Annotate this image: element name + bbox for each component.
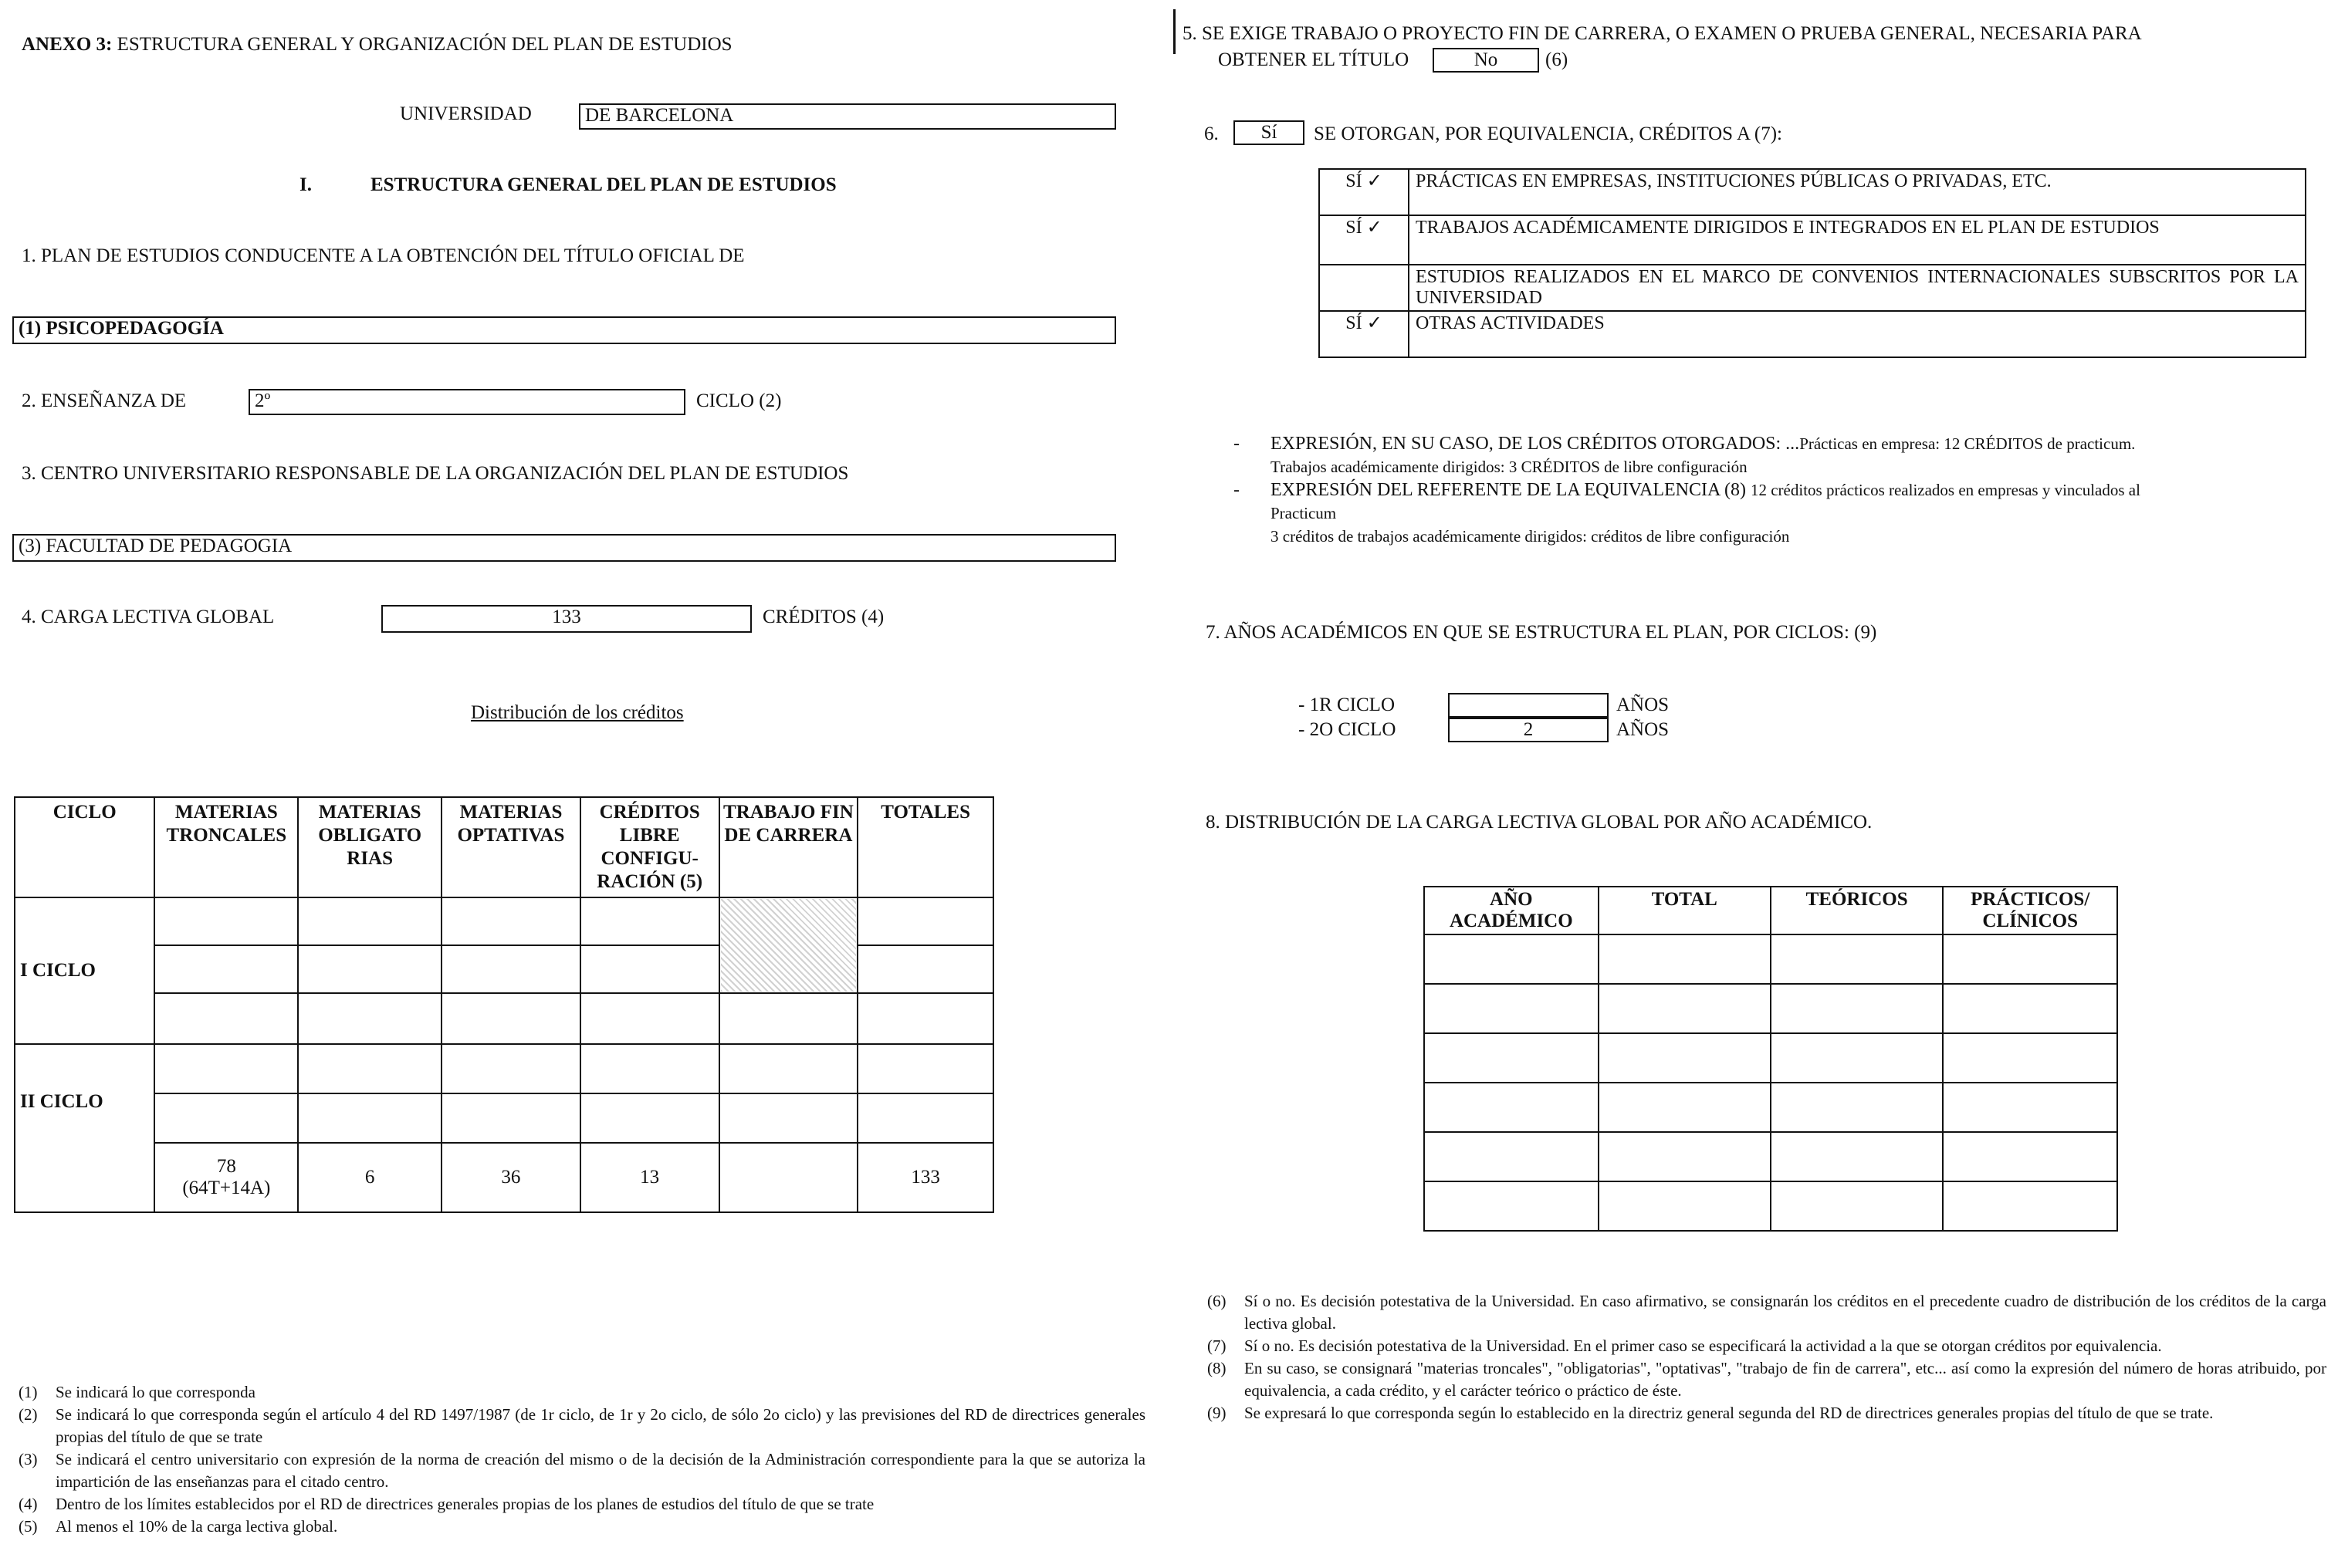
col-header-optativas: MATERIAS OPTATIVAS	[442, 797, 580, 897]
credits-distribution-table	[14, 796, 994, 1213]
section-title: ESTRUCTURA GENERAL DEL PLAN DE ESTUDIOS	[370, 174, 837, 195]
footnote-num: (6)	[1207, 1292, 1227, 1310]
footnote-num: (7)	[1207, 1337, 1227, 1355]
equiv-text: PRÁCTICAS EN EMPRESAS, INSTITUCIONES PÚBLICAS O PRIVADAS, ETC.	[1409, 169, 2306, 215]
expression-1-label: EXPRESIÓN, EN SU CASO, DE LOS CRÉDITOS OTORGADOS: ...	[1271, 434, 1800, 454]
cycle2-years-label: - 2O CICLO	[1298, 719, 1396, 740]
total-troncales	[154, 1143, 298, 1212]
cycle1-years-unit: AÑOS	[1616, 694, 1670, 715]
item4-label: 4. CARGA LECTIVA GLOBAL	[22, 607, 275, 627]
university-field	[579, 103, 1116, 130]
table-row	[15, 1044, 993, 1093]
table-row	[1424, 984, 2117, 1033]
cycle-field	[249, 389, 685, 415]
col-header-ano: AÑO ACADÉMICO	[1424, 887, 1599, 934]
expression-block	[1233, 432, 2330, 548]
annex-title: ESTRUCTURA GENERAL Y ORGANIZACIÓN DEL PLAN DE ESTUDIOS	[117, 34, 733, 55]
item2-label: 2. ENSEÑANZA DE	[22, 390, 187, 411]
left-footnotes	[19, 1381, 1145, 1538]
project-required-value: No	[1474, 49, 1498, 70]
expression-2	[1233, 478, 2330, 502]
degree-title-field	[12, 316, 1116, 344]
footnote-num: (8)	[1207, 1359, 1227, 1377]
expression-1	[1233, 432, 2330, 455]
expression-1-text	[1271, 432, 2135, 455]
footnote-text: Al menos el 10% de la carga lectiva global.	[56, 1517, 338, 1536]
item5-line1: 5. SE EXIGE TRABAJO O PROYECTO FIN DE CARRERA, O EXAMEN O PRUEBA GENERAL, NECESARIA PARA	[1183, 23, 2142, 44]
item7-label: 7. AÑOS ACADÉMICOS EN QUE SE ESTRUCTURA EL PLAN, POR CICLOS: (9)	[1206, 622, 1877, 643]
col-header-libre-configuracion: CRÉDITOS LIBRE CONFIGU- RACIÓN (5)	[580, 797, 719, 897]
footnote	[1207, 1357, 2326, 1402]
project-required-field	[1433, 48, 1539, 73]
footnote-text: Sí o no. Es decisión potestativa de la Universidad. En el primer caso se especificará la actividad a la que se otorgan créditos por equivalencia.	[1244, 1337, 2162, 1355]
troncales-detail: (64T+14A)	[182, 1178, 271, 1198]
equiv-text: ESTUDIOS REALIZADOS EN EL MARCO DE CONVENIOS INTERNACIONALES SUBSCRITOS POR LA UNIVERSIDAD	[1409, 265, 2306, 311]
expression-2-text	[1271, 478, 2140, 502]
item6-number: 6.	[1204, 123, 1219, 144]
cycle2-label: II CICLO	[20, 1091, 103, 1112]
cycle1-years-field	[1448, 693, 1609, 718]
footnote-text: Se indicará el centro universitario con expresión de la norma de creación del mismo o de la decisión de la Administración correspondiente para la que se autoriza la impartición de las enseñanzas para el citado centro.	[56, 1450, 1145, 1491]
equiv-text: TRABAJOS ACADÉMICAMENTE DIRIGIDOS E INTEGRADOS EN EL PLAN DE ESTUDIOS	[1409, 215, 2306, 265]
footnote	[1207, 1335, 2326, 1357]
expression-2-value: 12 créditos prácticos realizados en empresas y vinculados al	[1750, 481, 2140, 499]
page-divider	[1173, 9, 1176, 54]
equiv-row	[1319, 311, 2306, 357]
col-header-trabajo-fin: TRABAJO FIN DE CARRERA	[719, 797, 858, 897]
degree-title-value: (1) PSICOPEDAGOGÍA	[19, 318, 224, 339]
item1-label: 1. PLAN DE ESTUDIOS CONDUCENTE A LA OBTENCIÓN DEL TÍTULO OFICIAL DE	[22, 245, 745, 266]
university-label: UNIVERSIDAD	[400, 103, 532, 124]
equivalence-field	[1233, 120, 1304, 145]
item3-label: 3. CENTRO UNIVERSITARIO RESPONSABLE DE LA ORGANIZACIÓN DEL PLAN DE ESTUDIOS	[22, 463, 849, 484]
footnote-text: En su caso, se consignará "materias troncales", "obligatorias", "optativas", "trabajo de fin de carrera", etc... así como la expresión del número de horas atribuido, por equivalencia, a cada crédito, y el carácter teórico o práctico de éste.	[1244, 1359, 2326, 1400]
footnote	[1207, 1290, 2326, 1335]
footnote	[19, 1381, 1145, 1404]
footnote-num: (9)	[1207, 1404, 1227, 1422]
annual-load-table	[1423, 886, 2118, 1232]
footnote-text: Se expresará lo que corresponda según lo establecido en la directriz general segunda del RD de directrices generales propias del título de que se trate.	[1244, 1404, 2214, 1422]
expression-2-label: EXPRESIÓN DEL REFERENTE DE LA EQUIVALENCIA (8)	[1271, 480, 1746, 500]
table-row	[15, 993, 993, 1044]
cycle1-cell	[15, 897, 154, 1044]
footnote-num: (3)	[19, 1450, 38, 1468]
table-row	[1424, 1181, 2117, 1231]
equiv-mark: SÍ ✓	[1319, 215, 1409, 265]
expression-1-line2: Trabajos académicamente dirigidos: 3 CRÉDITOS de libre configuración	[1271, 458, 1748, 476]
footnote-text: Sí o no. Es decisión potestativa de la Universidad. En caso afirmativo, se consignarán los créditos en el precedente cuadro de distribución de los créditos de la carga lectiva global.	[1244, 1292, 2326, 1333]
total-global: 133	[858, 1143, 993, 1212]
table-row	[1424, 934, 2117, 984]
footnote-num: (5)	[19, 1517, 38, 1536]
footnote-text: Se indicará lo que corresponda	[56, 1383, 255, 1401]
right-footnotes	[1207, 1290, 2326, 1424]
equiv-row	[1319, 265, 2306, 311]
equiv-mark	[1319, 265, 1409, 311]
footnote-num: (1)	[19, 1383, 38, 1401]
annex-heading	[22, 34, 733, 56]
footnote	[19, 1493, 1145, 1516]
annex-prefix: ANEXO 3:	[22, 34, 113, 55]
col-header-totales: TOTALES	[858, 797, 993, 897]
total-trabajo	[719, 1143, 858, 1212]
equiv-row	[1319, 169, 2306, 215]
footnote-num: (2)	[19, 1405, 38, 1424]
footnote	[19, 1516, 1145, 1538]
total-troncales-value: 78	[216, 1156, 236, 1177]
item8-label: 8. DISTRIBUCIÓN DE LA CARGA LECTIVA GLOBAL POR AÑO ACADÉMICO.	[1206, 812, 1873, 833]
cycle2-years-field	[1448, 718, 1609, 742]
distribution-title: Distribución de los créditos	[471, 702, 684, 723]
center-value: (3) FACULTAD DE PEDAGOGIA	[19, 536, 293, 556]
equiv-row	[1319, 215, 2306, 265]
credits-value: 133	[552, 607, 581, 627]
item5-line2: OBTENER EL TÍTULO	[1218, 49, 1409, 70]
table-row	[15, 1093, 993, 1143]
col-header-ciclo: CICLO	[15, 797, 154, 897]
col-header-practicos: PRÁCTICOS/ CLÍNICOS	[1943, 887, 2117, 934]
section-number: I.	[299, 174, 312, 195]
item5-suffix: (6)	[1545, 49, 1568, 70]
footnote-num: (4)	[19, 1495, 38, 1513]
footnote	[1207, 1402, 2326, 1424]
cycle-value: 2º	[255, 390, 271, 411]
carga-header-row	[1424, 887, 2117, 934]
cycle1-years-label: - 1R CICLO	[1298, 694, 1395, 715]
expression-1-value: Prácticas en empresa: 12 CRÉDITOS de practicum.	[1799, 434, 2136, 453]
cycle1-label: I CICLO	[20, 960, 96, 981]
footnote	[19, 1448, 1145, 1493]
equiv-mark: SÍ ✓	[1319, 169, 1409, 215]
table-row	[1424, 1033, 2117, 1083]
col-header-total: TOTAL	[1599, 887, 1771, 934]
dist-header-row	[15, 797, 993, 897]
expression-2-line3: 3 créditos de trabajos académicamente dirigidos: créditos de libre configuración	[1271, 527, 1790, 546]
shaded-cell	[719, 897, 858, 993]
col-header-troncales: MATERIAS TRONCALES	[154, 797, 298, 897]
table-row	[1424, 1083, 2117, 1132]
footnote	[19, 1404, 1145, 1448]
bullet-dash: -	[1233, 480, 1240, 500]
expression-2-line2: Practicum	[1271, 504, 1337, 522]
center-field	[12, 534, 1116, 562]
table-row	[15, 897, 993, 945]
footnote-text: Se indicará lo que corresponda según el artículo 4 del RD 1497/1987 (de 1r ciclo, de 1r y 2o ciclo, de sólo 2o ciclo) y las previsiones del RD de directrices generales propias del título de que se trate	[56, 1405, 1145, 1446]
equivalence-table	[1318, 168, 2306, 358]
item6-text: SE OTORGAN, POR EQUIVALENCIA, CRÉDITOS A (7):	[1314, 123, 1782, 144]
table-row	[1424, 1132, 2117, 1181]
footnote-text: Dentro de los límites establecidos por el RD de directrices generales propias de los planes de estudios del título de que se trate	[56, 1495, 875, 1513]
cycle2-years-value: 2	[1523, 719, 1534, 740]
equiv-mark: SÍ ✓	[1319, 311, 1409, 357]
cycle2-years-unit: AÑOS	[1616, 719, 1670, 740]
credits-field	[381, 605, 752, 633]
totals-row	[15, 1143, 993, 1212]
total-obligatorias: 6	[298, 1143, 442, 1212]
total-optativas: 36	[442, 1143, 580, 1212]
col-header-obligatorias: MATERIAS OBLIGATO RIAS	[298, 797, 442, 897]
bullet-dash: -	[1233, 434, 1240, 454]
equivalence-value: Sí	[1260, 122, 1277, 143]
university-value: DE BARCELONA	[585, 105, 734, 126]
equiv-text: OTRAS ACTIVIDADES	[1409, 311, 2306, 357]
cycle2-cell	[15, 1044, 154, 1212]
item2-suffix: CICLO (2)	[696, 390, 782, 411]
col-header-teoricos: TEÓRICOS	[1771, 887, 1944, 934]
item4-suffix: CRÉDITOS (4)	[763, 607, 885, 627]
total-libre: 13	[580, 1143, 719, 1212]
